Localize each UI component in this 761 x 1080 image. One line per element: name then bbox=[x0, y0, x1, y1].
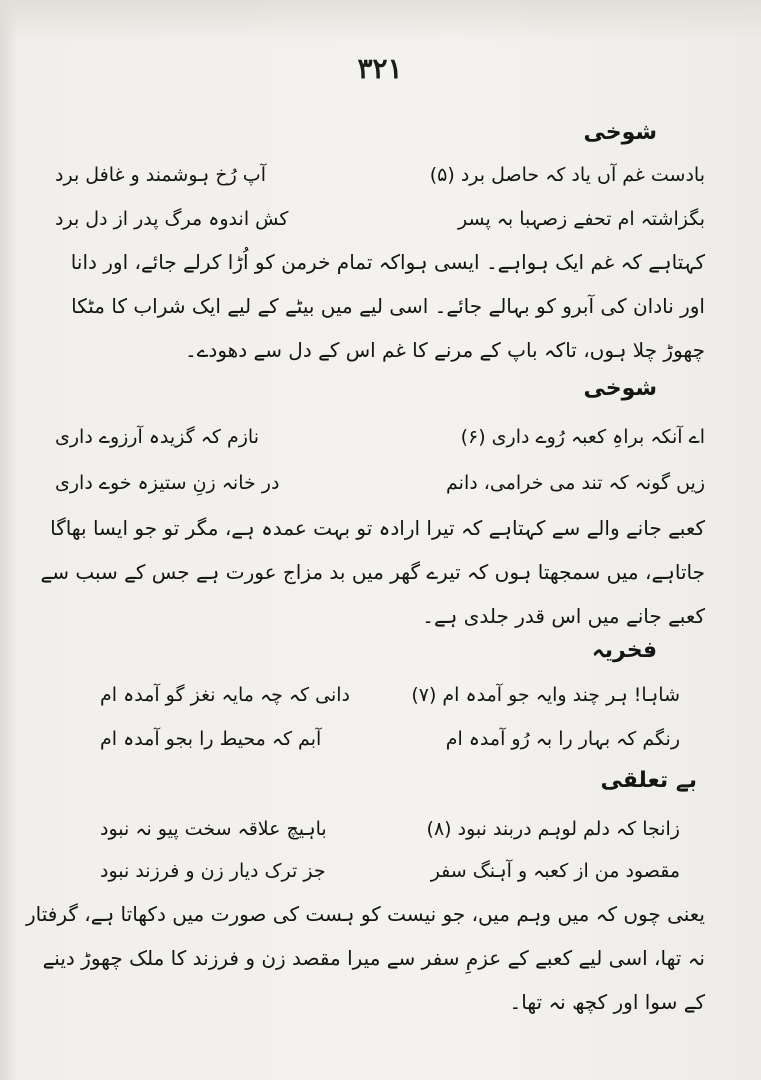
page-number: ۳۲۱ bbox=[357, 52, 403, 85]
verse-hemistich-right: زیں گونہ کہ تند می خرامی، دانم bbox=[446, 472, 705, 494]
verse-row bbox=[100, 860, 680, 888]
verse-hemistich-left: آپ رُخ ہوشمند و غافل برد bbox=[55, 164, 266, 186]
verse-hemistich-left: کش اندوہ مرگ پدر از دل برد bbox=[55, 208, 289, 230]
prose-line: یعنی چوں کہ میں وہم میں، جو نیست کو ہست کی صورت میں دکھاتا ہے، گرفتار bbox=[26, 902, 705, 926]
section-heading-fakhriya: فخریہ bbox=[591, 638, 657, 663]
prose-line: کعبے جانے میں اس قدر جلدی ہے۔ bbox=[422, 604, 705, 628]
verse-row bbox=[100, 684, 680, 712]
verse-hemistich-left: دانی کہ چہ مایہ نغز گو آمدہ ام bbox=[100, 684, 350, 706]
verse-row bbox=[55, 164, 705, 192]
scan-shadow bbox=[0, 0, 761, 42]
prose-line: کے سوا اور کچھ نہ تھا۔ bbox=[509, 990, 705, 1014]
verse-hemistich-right: بادست غم آں یاد کہ حاصل برد (۵) bbox=[429, 164, 705, 186]
verse-hemistich-left: آبم کہ محیط را بجو آمدہ ام bbox=[100, 728, 322, 750]
verse-row bbox=[55, 208, 705, 236]
prose-line: نہ تھا، اسی لیے کعبے کے عزمِ سفر سے میرا مقصد زن و فرزند کا ملک چھوڑ دینے bbox=[42, 946, 705, 970]
verse-row bbox=[55, 426, 705, 454]
prose-line: کہتاہے کہ غم ایک ہواہے۔ ایسی ہواکہ تمام خرمن کو اُڑا کرلے جائے، اور دانا bbox=[70, 250, 705, 274]
verse-row bbox=[100, 818, 680, 846]
prose-line: چھوڑ چلا ہوں، تاکہ باپ کے مرنے کا غم اس کے دل سے دھودے۔ bbox=[184, 338, 705, 362]
section-heading-shokhi-2: شوخی bbox=[583, 376, 657, 401]
verse-hemistich-left: باہیچ علاقہ سخت پیو نہ نبود bbox=[100, 818, 327, 840]
verse-row bbox=[100, 728, 680, 756]
verse-row bbox=[55, 472, 705, 500]
verse-hemistich-right: شاہا! ہر چند وایہ جو آمدہ ام (۷) bbox=[411, 684, 680, 706]
prose-line: اور نادان کی آبرو کو بہالے جائے۔ اسی لیے میں بیٹے کے لیے ایک شراب کا مٹکا bbox=[71, 294, 705, 318]
prose-line: جاتاہے، میں سمجھتا ہوں کہ تیرے گھر میں بد مزاج عورت ہے جس کے سبب سے bbox=[40, 560, 705, 584]
verse-hemistich-right: اے آنکہ براہِ کعبہ رُوے داری (۶) bbox=[460, 426, 705, 448]
section-heading-be-taalluqi: بے تعلقی bbox=[600, 768, 697, 793]
verse-hemistich-right: رنگم کہ بہار را بہ رُو آمدہ ام bbox=[445, 728, 680, 750]
verse-hemistich-right: بگزاشتہ ام تحفے زصہبا بہ پسر bbox=[458, 208, 705, 230]
verse-hemistich-left: در خانہ زنِ ستیزہ خوے داری bbox=[55, 472, 280, 494]
verse-hemistich-left: نازم کہ گزیدہ آرزوے داری bbox=[55, 426, 259, 448]
prose-line: کعبے جانے والے سے کہتاہے کہ تیرا ارادہ تو بہت عمدہ ہے، مگر تو جو ایسا بھاگا bbox=[50, 516, 705, 540]
verse-hemistich-right: مقصود من از کعبہ و آہنگ سفر bbox=[430, 860, 680, 882]
section-heading-shokhi-1: شوخی bbox=[583, 120, 657, 145]
verse-hemistich-right: زانجا کہ دلم لوہم دربند نبود (۸) bbox=[426, 818, 680, 840]
verse-hemistich-left: جز ترک دیار زن و فرزند نبود bbox=[100, 860, 326, 882]
